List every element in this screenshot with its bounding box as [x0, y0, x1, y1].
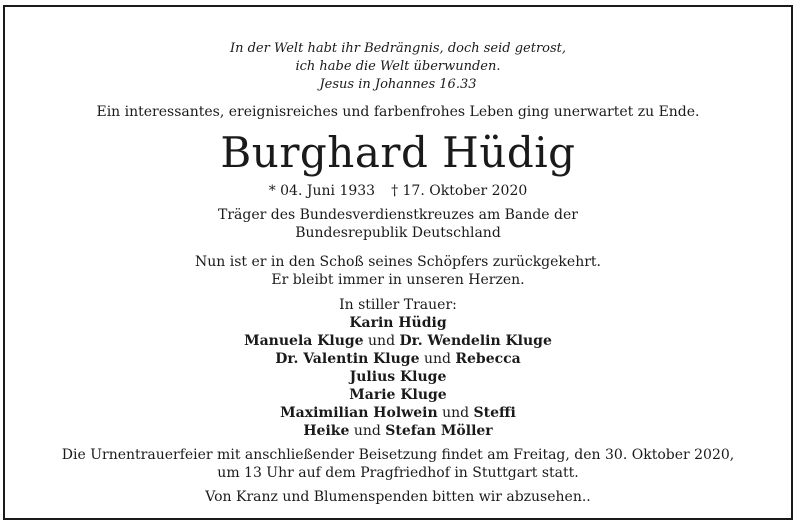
mourner-name: Rebecca: [455, 351, 521, 367]
birth-date: * 04. Juni 1933: [268, 183, 376, 199]
mourner-row: [5, 350, 791, 368]
honor-line-2: Bundesrepublik Deutschland: [295, 225, 501, 241]
mourner-name: Karin Hüdig: [349, 315, 447, 331]
mourner-name: Stefan Möller: [385, 423, 493, 439]
honor-text: [5, 206, 791, 242]
mourner-name: Manuela Kluge: [244, 333, 364, 349]
mourner-row: [5, 422, 791, 440]
deceased-name: Burghard Hüdig: [220, 128, 576, 177]
death-date: † 17. Oktober 2020: [391, 183, 528, 199]
mourner-conjunction: und: [368, 333, 396, 349]
mourner-row: [5, 404, 791, 422]
mourners-heading: In stiller Trauer:: [339, 297, 457, 313]
mourner-conjunction: und: [353, 423, 381, 439]
mourner-conjunction: und: [423, 351, 451, 367]
faith-text: [5, 253, 791, 289]
mourner-name: Heike: [303, 423, 350, 439]
mourner-conjunction: und: [442, 405, 470, 421]
faith-line-2: Er bleibt immer in unseren Herzen.: [271, 272, 525, 288]
mourner-name: Dr. Wendelin Kluge: [399, 333, 552, 349]
funeral-info: [5, 446, 791, 482]
verse-reference: Jesus in Johannes 16.33: [319, 77, 477, 92]
faith-line-1: Nun ist er in den Schoß seines Schöpfers zurückgekehrt.: [195, 254, 601, 270]
funeral-line-2: um 13 Uhr auf dem Pragfriedhof in Stuttgart statt.: [217, 465, 579, 481]
life-dates: [5, 182, 791, 200]
mourner-name: Julius Kluge: [349, 369, 447, 385]
mourner-name: Marie Kluge: [349, 387, 447, 403]
verse-line-1: In der Welt habt ihr Bedrängnis, doch seid getrost,: [229, 41, 567, 56]
mourner-name: Dr. Valentin Kluge: [275, 351, 420, 367]
bible-verse: [5, 40, 791, 94]
intro-text: Ein interessantes, ereignisreiches und farbenfrohes Leben ging unerwartet zu Ende.: [96, 104, 700, 120]
honor-line-1: Träger des Bundesverdienstkreuzes am Bande der: [218, 207, 578, 223]
mourner-name: Maximilian Holwein: [280, 405, 438, 421]
mourner-row: [5, 386, 791, 404]
mourners-list: [5, 296, 791, 440]
funeral-line-1: Die Urnentrauerfeier mit anschließender Beisetzung findet am Freitag, den 30. Oktober 2020,: [61, 447, 735, 463]
flower-request: Von Kranz und Blumenspenden bitten wir abzusehen..: [205, 489, 591, 505]
mourner-name: Steffi: [473, 405, 516, 421]
verse-line-2: ich habe die Welt überwunden.: [295, 59, 501, 74]
mourner-row: [5, 332, 791, 350]
mourner-row: [5, 314, 791, 332]
obituary-frame: [3, 5, 793, 520]
mourner-row: [5, 368, 791, 386]
